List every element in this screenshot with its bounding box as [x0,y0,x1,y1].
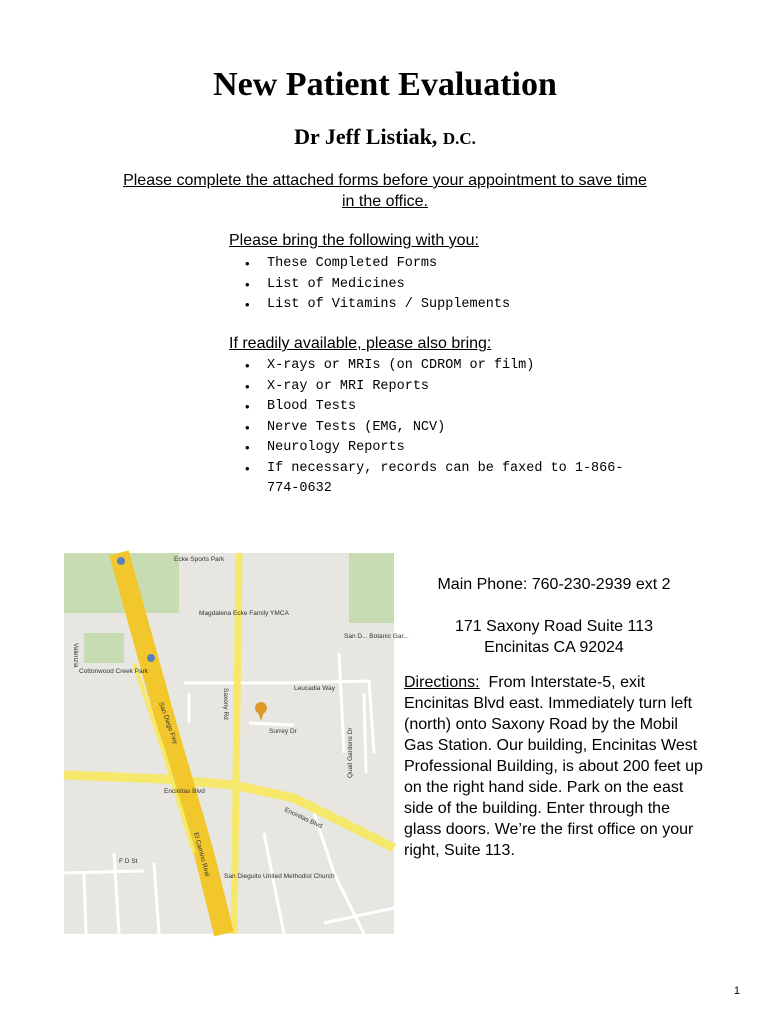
contact-block [404,574,704,861]
location-map[interactable] [64,553,409,934]
park-area [349,553,394,623]
list-item: • Nerve Tests (EMG, NCV) [245,418,625,439]
list-item: • X-ray or MRI Reports [245,377,625,398]
list-item: • List of Vitamins / Supplements [245,295,510,316]
list-item: • X-rays or MRIs (on CDROM or film) [245,356,625,377]
map-label-saxony: Saxony Rd [222,688,229,720]
list-item: • List of Medicines [245,275,510,296]
map-label-fds: F D St [119,858,138,865]
map-graphic [64,553,409,934]
map-label-ymca: Magdalena Ecke Family YMCA [199,610,289,617]
interstate-shield-icon [147,654,155,662]
map-label-el-camino: El Camino Real [192,831,211,878]
optional-heading: If readily available, please also bring: [229,335,492,352]
directions-text: From Interstate-5, exit Encinitas Blvd east. Immediately turn left (north) onto Saxony Road by the Mobil Gas Station. Our building, Encinitas West Professional Building, is about 200 feet up on the right hand side. Park on the east side of the building. Enter through the glass doors. We’re the first office on your right, Suite 113. [404,674,703,859]
list-item: • These Completed Forms [245,254,510,275]
doctor-name [0,124,770,150]
bring-list [245,254,510,316]
doctor-name-text: Dr Jeff Listiak, [294,124,438,149]
address-line2: Encinitas CA 92024 [484,639,624,656]
list-item: • Neurology Reports [245,438,625,459]
map-label-surrey: Surrey Dr [269,728,297,735]
doctor-credentials: D.C. [442,129,476,148]
list-item: • Blood Tests [245,397,625,418]
map-label-cottonwood: Cottonwood Creek Park [79,668,149,675]
map-label-encinitas-blvd: Encinitas Blvd [164,788,205,795]
map-label-valenza: Valenzia [72,643,79,668]
main-phone: Main Phone: 760-230-2939 ext 2 [437,576,671,593]
park-area [84,633,124,663]
map-label-botanic: San D... Botanic Gar... [344,633,409,640]
page-number: 1 [733,985,740,997]
instructions-text: Please complete the attached forms before your appointment to save time in the office. [123,172,647,210]
page-title: New Patient Evaluation [213,66,557,103]
map-label-encinitas-blvd-east: Encinitas Blvd [283,806,324,831]
address [404,616,704,658]
bring-heading: Please bring the following with you: [229,232,479,249]
map-label-park: Ecke Sports Park [174,556,225,563]
directions-label: Directions: [404,674,480,691]
list-item: • If necessary, records can be faxed to 1-866-774-0632 [245,459,625,500]
directions [404,672,704,861]
optional-list [245,356,625,500]
map-label-quail: Quail Gardens Dr [347,727,354,778]
address-line1: 171 Saxony Road Suite 113 [454,618,654,635]
map-label-leucadia: Leucadia Way [294,685,335,692]
map-label-church: San Dieguito United Methodist Church [224,873,335,880]
interstate-shield-icon [117,557,125,565]
map-label-san-diego-fwy: San Diego Fwy [157,701,179,746]
